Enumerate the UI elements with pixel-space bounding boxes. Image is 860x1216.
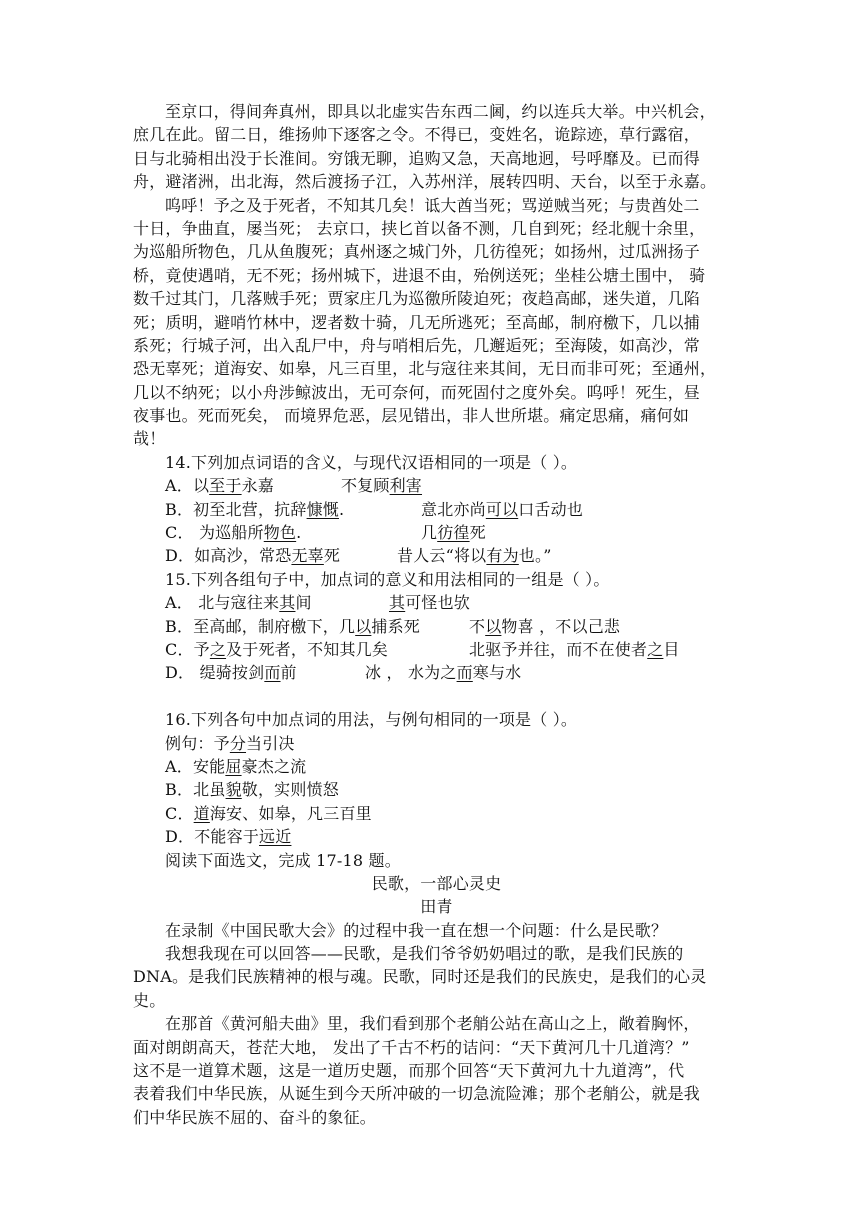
text-line: DNA。是我们民族精神的根与魂。民歌，同时还是我们的民族史，是我们的心灵	[133, 967, 707, 987]
reading-intro: 阅读下面选文，完成 17-18 题。	[165, 850, 401, 870]
text-line: 表着我们中华民族，从诞生到今天所冲破的一切急流险滩；那个老艄公，就是我	[133, 1084, 701, 1104]
text-line: 桥，竟使遇哨，无不死；扬州城下，进退不由，殆例送死；坐桂公塘土围中， 骑	[133, 265, 706, 285]
option-a: A． 北与寇往来其间 其可怪也欤	[165, 593, 471, 613]
text-line: 史。	[133, 990, 166, 1010]
text-line: 面对朗朗高天，苍茫大地， 发出了千古不朽的诘问：“天下黄河几十几道湾？”	[133, 1037, 690, 1057]
question-stem: 14.下列加点词语的含义，与现代汉语相同的一项是（ ）。	[165, 452, 578, 472]
text-line: 们中华民族不屈的、奋斗的象征。	[133, 1107, 377, 1127]
option-a: A．以至于永嘉 不复顾利害	[165, 476, 423, 496]
option-d: D． 缇骑按剑而前 冰 ， 水为之而寒与水	[165, 663, 522, 683]
blank-line	[133, 685, 740, 708]
text-line: 我想我现在可以回答——民歌，是我们爷爷奶奶唱过的歌，是我们民族的	[165, 944, 684, 964]
option-b: B．至高邮，制府檄下，几以捕系死 不以物喜 ，不以己悲	[165, 616, 621, 636]
text-line: 舟，避渚洲，出北海，然后渡扬子江，入苏州洋，展转四明、天台，以至于永嘉。	[133, 172, 717, 192]
text-line: 恐无辜死；道海安、如皋，凡三百里，北与寇往来其间，无日而非可死；至通州，	[133, 359, 717, 379]
document-page	[133, 100, 740, 1129]
text-line: 系死；行城子河，出入乱尸中，舟与哨相后先，几邂逅死；至海陵，如高沙，常	[133, 335, 701, 355]
text-line: 在那首《黄河船夫曲》里，我们看到那个老艄公站在高山之上，敞着胸怀，	[165, 1014, 700, 1034]
option-d: D．如高沙，常恐无辜死 昔人云“将以有为也。”	[165, 546, 552, 566]
question-16	[133, 708, 740, 848]
question-14	[133, 451, 740, 568]
example-sentence: 例句：予分当引决	[165, 733, 295, 753]
text-line: 日与北骑相出没于长淮间。穷饿无聊，追购又急，天高地迥，号呼靡及。已而得	[133, 148, 701, 168]
text-line: 哉！	[133, 429, 166, 449]
reading-section	[133, 849, 740, 1130]
text-line: 呜呼！予之及于死者，不知其几矣！诋大酋当死；骂逆贼当死；与贵酋处二	[165, 195, 700, 215]
option-b: B．北虽貌敬，实则愤怒	[165, 780, 339, 800]
text-line: 庶几在此。留二日，维扬帅下逐客之令。不得已，变姓名，诡踪迹，草行露宿，	[133, 125, 701, 145]
question-stem: 15.下列各组句子中，加点词的意义和用法相同的一组是（ ）。	[165, 569, 610, 589]
option-c: C．道海安、如皋，凡三百里	[165, 803, 372, 823]
text-line: 至京口，得间奔真州，即具以北虚实告东西二阃，约以连兵大举。中兴机会，	[165, 102, 716, 121]
text-line: 这不是一道算术题，这是一道历史题，而那个回答“天下黄河九十九道湾”，代	[133, 1061, 685, 1081]
article-author: 田青	[420, 897, 453, 917]
text-line: 几以不纳死；以小舟涉鲸波出，无可奈何，而死固付之度外矣。呜呼！死生，昼	[133, 382, 701, 402]
text-line: 在录制《中国民歌大会》的过程中我一直在想一个问题：什么是民歌？	[165, 920, 668, 940]
option-c: C． 为巡船所物色. 几彷徨死	[165, 523, 486, 543]
article-title: 民歌，一部心灵史	[371, 873, 502, 893]
option-b: B．初至北营，抗辞慷慨. 意北亦尚可以口舌动也	[165, 499, 584, 519]
option-c: C．予之及于死者，不知其几矣 北驱予并往，而不在使者之目	[165, 639, 680, 659]
text-line: 十日，争曲直，屡当死； 去京口，挟匕首以备不测，几自到死；经北舰十余里，	[133, 218, 706, 238]
passage-paragraph-1	[133, 100, 740, 194]
text-line: 数千过其门，几落贼手死；贾家庄几为巡徼所陵迫死；夜趋高邮，迷失道，几陷	[133, 289, 701, 309]
passage-paragraph-2	[133, 194, 740, 451]
question-15	[133, 568, 740, 685]
text-line: 夜事也。死而死矣， 而境界危恶，层见错出，非人世所堪。痛定思痛，痛何如	[133, 406, 690, 426]
option-d: D．不能容于远近	[165, 827, 292, 847]
option-a: A．安能屈豪杰之流	[165, 756, 307, 776]
text-line: 死；质明，避哨竹林中，逻者数十骑，几无所逃死；至高邮，制府檄下，几以捕	[133, 312, 701, 332]
question-stem: 16.下列各句中加点词的用法，与例句相同的一项是（ ）。	[165, 710, 578, 730]
text-line: 为巡船所物色，几从鱼腹死；真州逐之城门外，几彷徨死；如扬州，过瓜洲扬子	[133, 242, 701, 262]
